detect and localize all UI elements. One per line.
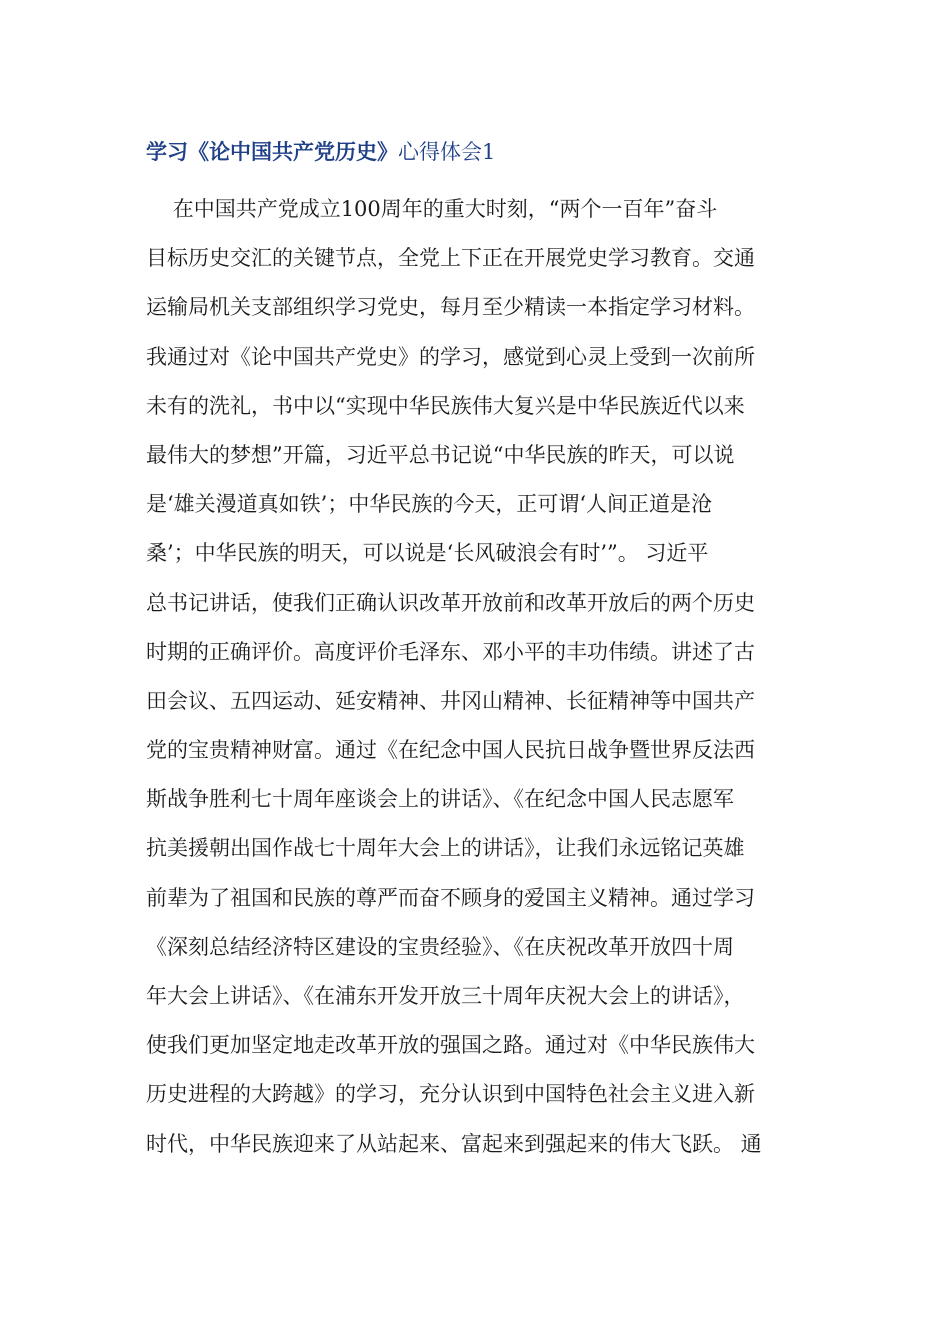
body-line: 最伟大的梦想”开篇，习近平总书记说“中华民族的昨天，可以说 — [146, 442, 735, 467]
body-line: 桑’；中华民族的明天，可以说是‘长风破浪会有时’”。 习近平 — [146, 541, 709, 566]
body-line: 历史进程的大跨越》的学习，充分认识到中国特色社会主义进入新 — [146, 1082, 755, 1107]
body-line: 抗美援朝出国作战七十周年大会上的讲话》，让我们永远铭记英雄 — [146, 836, 745, 861]
body-line: 是‘雄关漫道真如铁’；中华民族的今天，正可谓‘人间正道是沧 — [146, 492, 713, 517]
document-title-suffix: 心得体会1 — [398, 140, 496, 164]
body-line: 党的宝贵精神财富。通过《在纪念中国人民抗日战争暨世界反法西 — [146, 738, 755, 763]
body-line: 年大会上讲话》、《在浦东开发开放三十周年庆祝大会上的讲话》， — [146, 984, 745, 1008]
body-line: 运输局机关支部组织学习党史，每月至少精读一本指定学习材料。 — [146, 295, 755, 320]
body-line: 时代，中华民族迎来了从站起来、富起来到强起来的伟大飞跃。 通 — [146, 1131, 762, 1156]
document-title-main: 学习《论中国共产党历史》 — [146, 139, 398, 164]
body-line: 斯战争胜利七十周年座谈会上的讲话》、《在纪念中国人民志愿军 — [146, 787, 734, 812]
body-line: 总书记讲话，使我们正确认识改革开放前和改革开放后的两个历史 — [146, 590, 755, 615]
body-line: 在中国共产党成立100周年的重大时刻，“两个一百年”奋斗 — [146, 197, 718, 221]
body-line: 目标历史交汇的关键节点，全党上下正在开展党史学习教育。交通 — [146, 246, 755, 271]
body-line: 田会议、五四运动、延安精神、井冈山精神、长征精神等中国共产 — [146, 688, 755, 713]
document-title — [146, 134, 495, 170]
body-line: 《深刻总结经济特区建设的宝贵经验》、《在庆祝改革开放四十周 — [146, 934, 734, 959]
body-line: 时期的正确评价。高度评价毛泽东、邓小平的丰功伟绩。讲述了古 — [146, 639, 755, 664]
body-line: 前辈为了祖国和民族的尊严而奋不顾身的爱国主义精神。通过学习 — [146, 885, 755, 910]
body-line: 我通过对《论中国共产党史》的学习，感觉到心灵上受到一次前所 — [146, 344, 755, 369]
document-body — [146, 185, 806, 1169]
body-line: 未有的洗礼，书中以“实现中华民族伟大复兴是中华民族近代以来 — [146, 393, 745, 418]
body-line: 使我们更加坚定地走改革开放的强国之路。通过对《中华民族伟大 — [146, 1033, 755, 1058]
